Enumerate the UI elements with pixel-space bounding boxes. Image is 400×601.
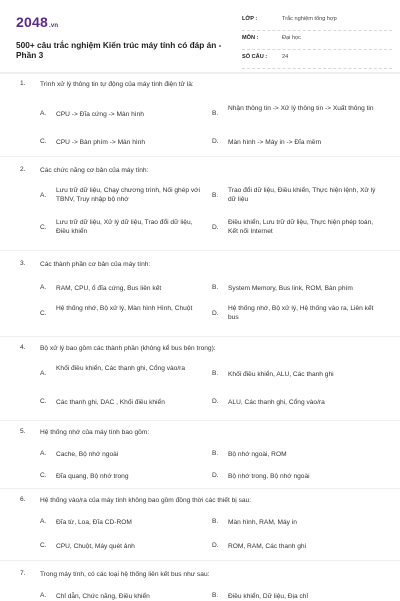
option-letter: D. [212,542,219,549]
option-letter: A. [40,192,47,199]
meta-label: LỚP : [242,16,258,22]
option-text: Đĩa từ, Loa, Đĩa CD-ROM [56,519,132,526]
option-text: Nhận thông tin -> Xử lý thông tin -> Xuất thông tin [228,105,374,112]
option-letter: A. [40,518,47,525]
meta-value: 24 [282,54,289,60]
option-text: Đĩa quang, Bộ nhớ trong [56,473,129,480]
meta-table [242,12,392,69]
option-letter: C. [40,542,47,549]
option-letter: A. [40,370,47,377]
meta-row-class [242,12,392,31]
question-divider [0,488,400,489]
header-divider [0,72,400,74]
option-letter: D. [212,310,219,317]
option-text: System Memory, Bus link, ROM, Bàn phím [228,285,353,292]
option-text: CPU, Chuột, Máy quét ảnh [56,543,135,550]
question-text: Hệ thống nhớ của máy tính bao gồm: [40,429,150,436]
question-text: Trong máy tính, có các loại hệ thống liên kết bus như sau: [40,571,210,578]
option-text: Khối điều khiển, ALU, Các thanh ghi [228,371,334,378]
document-title: 500+ câu trắc nghiệm Kiến trúc máy tính có đáp án - Phần 3 [16,40,222,60]
option-text: RAM, CPU, ổ đĩa cứng, Bus liên kết [56,285,162,292]
question-number: 4. [20,344,26,351]
question-divider [0,420,400,421]
option-letter: A. [40,592,47,599]
option-letter: A. [40,284,47,291]
option-letter: C. [40,224,47,231]
option-text: Bộ nhớ trong, Bộ nhớ ngoài [228,473,310,480]
option-letter: B. [212,592,219,599]
question-text: Các chức năng cơ bản của máy tính: [40,167,149,174]
option-text: Hệ thống nhớ, Bộ xử lý, Màn hình Hình, Chuột [56,305,193,312]
question-divider [0,156,400,157]
option-letter: D. [212,224,219,231]
meta-label: SỐ CÂU : [242,54,268,60]
option-letter: A. [40,450,47,457]
question-number: 2. [20,166,26,173]
option-letter: A. [40,110,47,117]
option-letter: B. [212,518,219,525]
question-text: Trình xử lý thông tin tự động của máy tính điện tử là: [40,81,194,88]
site-logo[interactable] [16,14,58,30]
option-text: CPU -> Bàn phím -> Màn hình [56,139,146,146]
option-letter: C. [40,310,47,317]
question-number: 3. [20,260,26,267]
meta-row-subject [242,31,392,50]
meta-row-count [242,50,392,69]
option-text: Cache, Bộ nhớ ngoài [56,451,119,458]
meta-value: Đại học [282,35,301,41]
option-letter: D. [212,138,219,145]
option-text: Hệ thống nhớ, Bộ xử lý, Hệ thống vào ra, Liên kết bus [228,305,374,321]
option-text: Lưu trữ dữ liệu, Chạy chương trình, Nối ghép với TBNV, Truy nhập bộ nhớ [56,187,200,203]
question-divider [0,560,400,561]
option-letter: B. [212,284,219,291]
question-number: 6. [20,496,26,503]
question-text: Hệ thống vào/ra của máy tính không bao gồm đồng thời các thiết bị sau: [40,497,252,504]
option-text: Trao đổi dữ liệu, Điều khiển, Thực hiện lệnh, Xử lý dữ liệu [228,187,376,203]
option-text: Bộ nhớ ngoài, ROM [228,451,287,458]
option-letter: D. [212,398,219,405]
meta-value: Trắc nghiệm tổng hợp [282,16,337,22]
option-text: Khối điều khiển, Các thanh ghi, Cổng vào/ra [56,365,186,372]
option-text: Điều khiển, Dữ liệu, Địa chỉ [228,593,308,600]
question-divider [0,336,400,337]
option-text: Màn hình -> Máy in -> Đĩa mềm [228,139,322,146]
option-letter: C. [40,398,47,405]
question-number: 5. [20,428,26,435]
option-text: CPU -> Đĩa cứng -> Màn hình [56,111,144,118]
question-number: 1. [20,80,26,87]
option-text: Điều khiển, Lưu trữ dữ liệu, Thực hiện phép toán, Kết nối Internet [228,219,374,235]
option-text: Lưu trữ dữ liệu, Xử lý dữ liệu, Trao đổi dữ liệu, Điều khiển [56,219,193,235]
document-header [16,12,384,68]
option-letter: C. [40,472,47,479]
meta-label: MÔN : [242,35,259,41]
logo-suffix: .vn [48,23,59,29]
logo-main: 2048 [16,14,48,30]
option-letter: B. [212,450,219,457]
option-letter: B. [212,192,219,199]
question-text: Bộ xử lý bao gồm các thành phần (không kể bus bên trong): [40,345,216,352]
option-text: Các thanh ghi, DAC , Khối điều khiển [56,399,165,406]
option-letter: C. [40,138,47,145]
question-divider [0,250,400,251]
option-letter: B. [212,110,219,117]
question-number: 7. [20,570,26,577]
option-letter: B. [212,370,219,377]
option-text: Màn hình, RAM, Máy in [228,519,297,526]
option-letter: D. [212,472,219,479]
question-text: Các thành phần cơ bản của máy tính: [40,261,151,268]
option-text: ALU, Các thanh ghi, Cổng vào/ra [228,399,325,406]
option-text: Chỉ dẫn, Chức năng, Điều khiển [56,593,150,600]
option-text: ROM, RAM, Các thanh ghi [228,543,307,550]
